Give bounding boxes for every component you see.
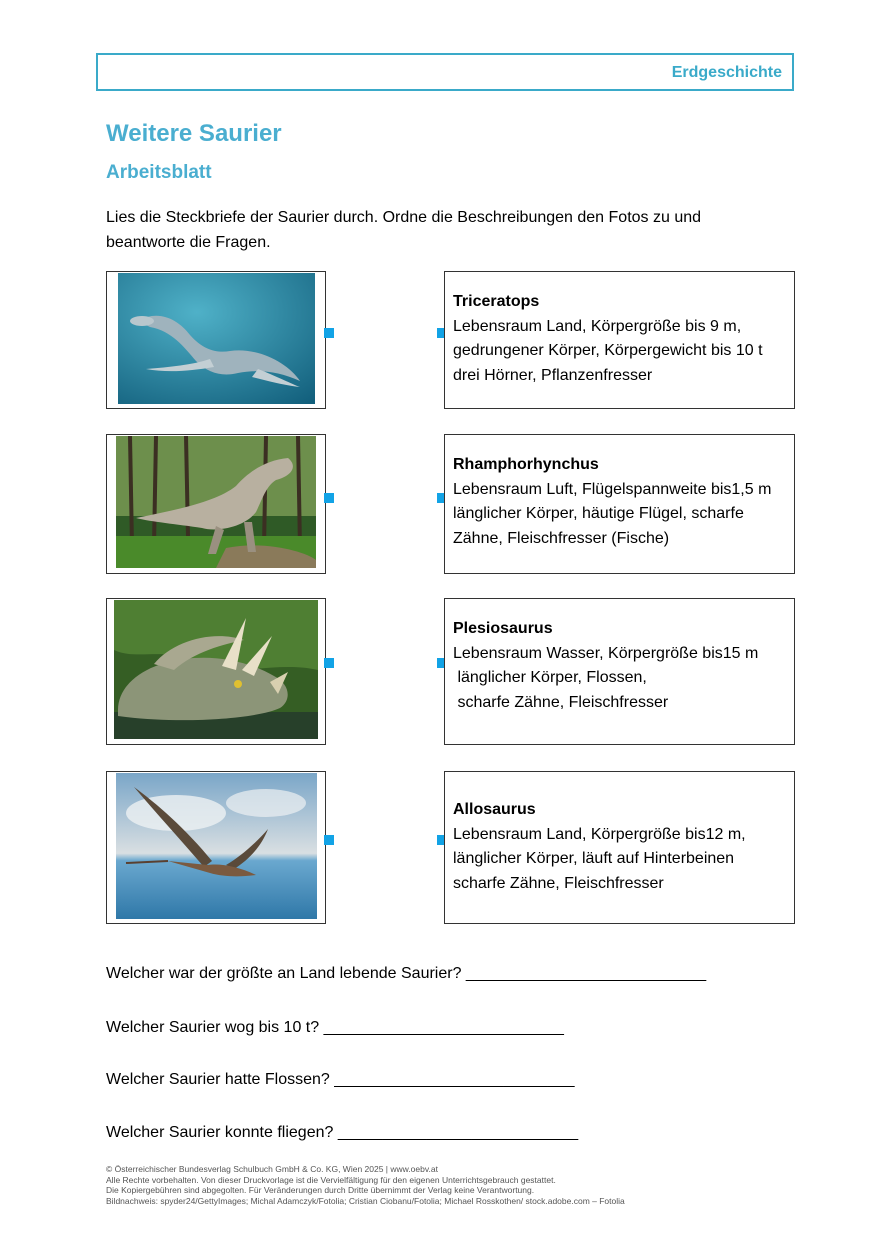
footer-line: © Österreichischer Bundesverlag Schulbuch GmbH & Co. KG, Wien 2025 | www.oebv.at	[106, 1164, 438, 1174]
question-flying[interactable]: Welcher Saurier konnte fliegen? ___________________________	[106, 1124, 579, 1141]
footer-line: Die Kopiergebühren sind abgegolten. Für Veränderungen durch Dritte übernimmt der Verlag keine Verantwortung.	[106, 1185, 535, 1195]
instructions-text: Lies die Steckbriefe der Saurier durch. Ordne die Beschreibungen den Fotos zu und beantworte die Fragen.	[106, 209, 702, 251]
photo-box-3	[106, 598, 326, 745]
description-title: Rhamphorhynchus	[453, 456, 599, 473]
description-title: Plesiosaurus	[453, 620, 553, 637]
rhamphorhynchus-photo-icon	[116, 773, 317, 919]
description-line: Lebensraum Wasser, Körpergröße bis15 m	[453, 644, 759, 662]
question-largest-land-saurian[interactable]: Welcher war der größte an Land lebende Saurier? ___________________________	[106, 965, 707, 982]
description-line: Lebensraum Land, Körpergröße bis12 m,	[453, 825, 746, 843]
footer-line: Bildnachweis: spyder24/GettyImages; Michal Adamczyk/Fotolia; Cristian Ciobanu/Fotolia; Michael Rosskothen/ stock.adobe.com – Fotolia	[106, 1195, 625, 1206]
description-box-allosaurus	[444, 771, 795, 924]
header-subject-label: Erdgeschichte	[671, 64, 782, 81]
connector-dot-photo-3[interactable]	[324, 658, 334, 668]
photo-box-1	[106, 271, 326, 409]
page-subtitle: Arbeitsblatt	[106, 162, 212, 183]
description-line: Lebensraum Luft, Flügelspannweite bis1,5 m	[453, 480, 772, 498]
connector-dot-photo-4[interactable]	[324, 835, 334, 845]
description-line: drei Hörner, Pflanzenfresser	[453, 366, 653, 384]
page-title: Weitere Saurier	[106, 120, 282, 147]
description-line: scharfe Zähne, Fleischfresser	[453, 693, 669, 711]
description-box-plesiosaurus	[444, 598, 795, 745]
allosaurus-photo-icon	[116, 436, 316, 568]
description-line: länglicher Körper, läuft auf Hinterbeinen	[453, 850, 735, 867]
connector-dot-photo-1[interactable]	[324, 328, 334, 338]
description-line: scharfe Zähne, Fleischfresser	[453, 874, 664, 892]
description-box-triceratops	[444, 271, 795, 409]
connector-dot-photo-2[interactable]	[324, 493, 334, 503]
triceratops-photo-icon	[114, 600, 318, 739]
header-box	[96, 53, 794, 91]
description-box-rhamphorhynchus	[444, 434, 795, 574]
footer-line: Alle Rechte vorbehalten. Von dieser Druckvorlage ist die Vervielfältigung für den eigenen Unterrichtsgebrauch gestattet.	[106, 1174, 556, 1185]
plesiosaurus-photo-icon	[118, 273, 315, 404]
question-flippers[interactable]: Welcher Saurier hatte Flossen? ___________________________	[106, 1071, 575, 1088]
photo-box-2	[106, 434, 326, 574]
description-line: gedrungener Körper, Körpergewicht bis 10 t	[453, 342, 763, 359]
description-title: Triceratops	[453, 293, 540, 310]
description-line: Lebensraum Land, Körpergröße bis 9 m,	[453, 317, 742, 335]
description-line: länglicher Körper, häutige Flügel, scharfe	[453, 505, 744, 522]
description-line: länglicher Körper, Flossen,	[453, 669, 647, 686]
photo-box-4	[106, 771, 326, 924]
description-line: Zähne, Fleischfresser (Fische)	[453, 529, 670, 547]
question-weight-10t[interactable]: Welcher Saurier wog bis 10 t? ___________________________	[106, 1019, 564, 1036]
description-title: Allosaurus	[453, 801, 536, 818]
footer-copyright	[106, 1164, 625, 1206]
